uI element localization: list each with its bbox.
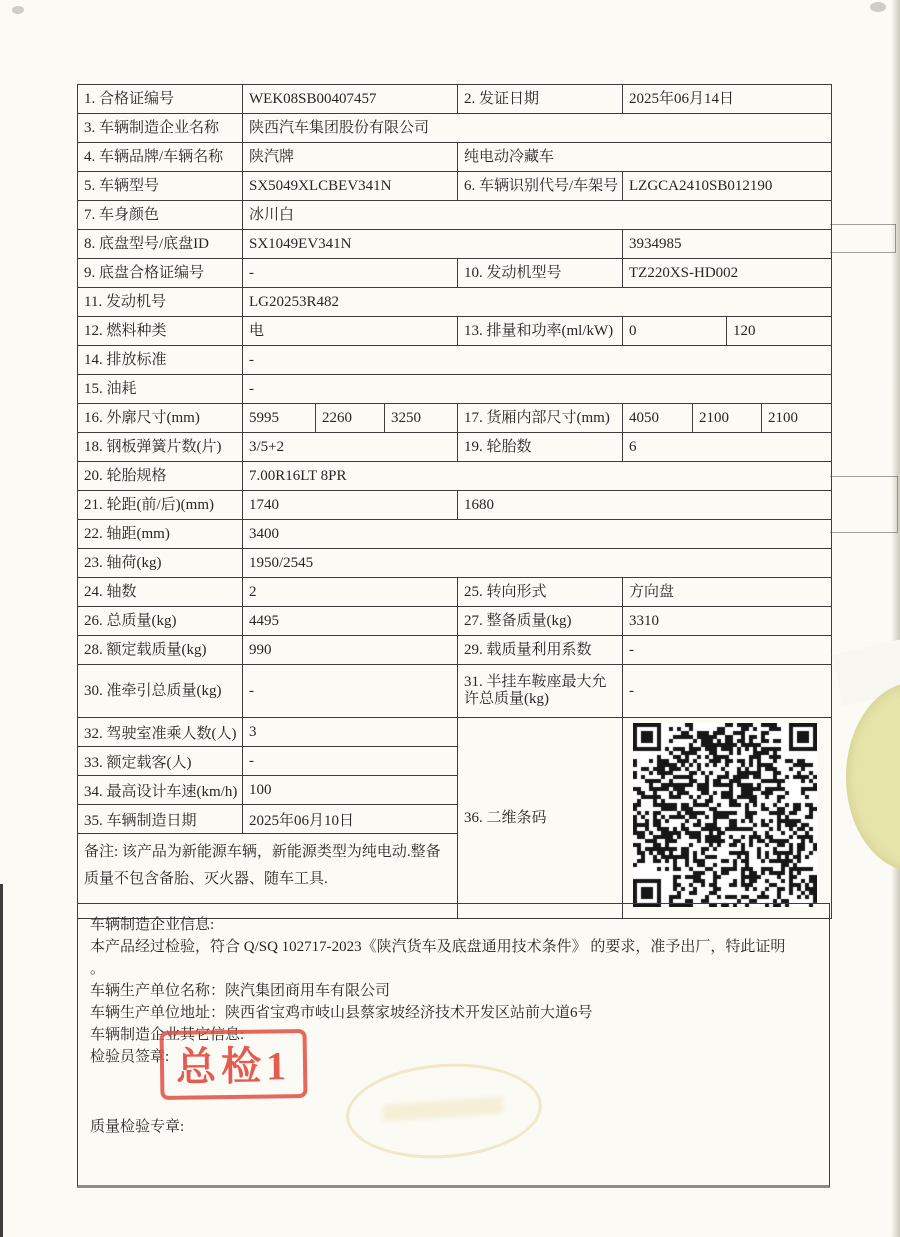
row-21 — [78, 491, 831, 520]
field-16-label: 16. 外廓尺寸(mm) — [78, 404, 243, 432]
row-9-10 — [78, 259, 831, 288]
scan-artifact-line — [830, 252, 896, 253]
row-5-6 — [78, 172, 831, 201]
field-33-label: 33. 额定载客(人) — [78, 747, 243, 775]
field-34-label: 34. 最高设计车速(km/h) — [78, 776, 243, 804]
field-11-label: 11. 发动机号 — [78, 288, 243, 316]
row-23 — [78, 549, 831, 578]
field-21-front: 1740 — [243, 491, 458, 519]
field-21-rear: 1680 — [464, 496, 494, 513]
field-15-value: - — [249, 380, 254, 397]
field-20-label: 20. 轮胎规格 — [78, 462, 243, 490]
field-27-label: 27. 整备质量(kg) — [458, 607, 623, 635]
field-36-label: 36. 二维条码 — [458, 718, 623, 918]
row-33 — [78, 747, 457, 776]
field-1-label: 1. 合格证编号 — [78, 85, 243, 113]
qr-code-cell — [623, 718, 831, 918]
field-26-label: 26. 总质量(kg) — [78, 607, 243, 635]
field-5-value: SX5049XLCBEV341N — [243, 172, 458, 200]
left-fields-column — [78, 718, 458, 918]
field-12-label: 12. 燃料种类 — [78, 317, 243, 345]
field-3-value: 陕西汽车集团股份有限公司 — [249, 119, 430, 136]
row-32-36 — [78, 718, 831, 918]
faint-seal-watermark — [343, 1057, 545, 1164]
row-16-17 — [78, 404, 831, 433]
field-7-value: 冰川白 — [249, 206, 295, 223]
field-3-label: 3. 车辆制造企业名称 — [78, 114, 243, 142]
field-31-label: 31. 半挂车鞍座最大允许总质量(kg) — [458, 665, 623, 717]
field-13-displacement: 0 — [623, 317, 727, 345]
field-33-value: - — [249, 752, 254, 769]
field-13-power: 120 — [733, 322, 756, 339]
field-4-name: 纯电动冷藏车 — [464, 148, 555, 165]
field-21-label: 21. 轮距(前/后)(mm) — [78, 491, 243, 519]
field-12-value: 电 — [243, 317, 458, 345]
producer-address-line: 车辆生产单位地址：陕西省宝鸡市岐山县蔡家坡经济技术开发区站前大道6号 — [90, 1005, 593, 1021]
field-17-height: 2100 — [768, 409, 798, 426]
field-30-label: 30. 准牵引总质量(kg) — [78, 665, 243, 717]
field-8-label: 8. 底盘型号/底盘ID — [78, 230, 243, 258]
field-17-length: 4050 — [623, 404, 693, 432]
field-23-value: 1950/2545 — [249, 554, 314, 571]
manufacturer-info-section — [77, 903, 830, 1188]
row-28-29 — [78, 636, 831, 665]
field-17-label: 17. 货厢内部尺寸(mm) — [458, 404, 623, 432]
row-26-27 — [78, 607, 831, 636]
scan-edge-left-mark — [0, 884, 3, 1237]
row-24-25 — [78, 578, 831, 607]
inspection-statement: 本产品经过检验，符合 Q/SQ 102717-2023《陕汽货车及底盘通用技术条件》 的要求，准予出厂，特此证明 — [90, 939, 786, 955]
row-7 — [78, 201, 831, 230]
scan-artifact-line — [895, 224, 896, 252]
row-15 — [78, 375, 831, 404]
field-27-value: 3310 — [629, 612, 659, 629]
field-35-label: 35. 车辆制造日期 — [78, 805, 243, 833]
scan-edge-right — [891, 0, 900, 1237]
field-28-value: 990 — [243, 636, 458, 664]
certificate-table — [77, 84, 832, 919]
row-4 — [78, 143, 831, 172]
field-11-value: LG20253R482 — [249, 293, 339, 310]
manufacturer-info-heading: 车辆制造企业信息: — [90, 917, 215, 933]
field-19-value: 6 — [629, 438, 637, 455]
field-2-label: 2. 发证日期 — [458, 85, 623, 113]
other-info-line: 车辆制造企业其它信息: — [90, 1027, 245, 1043]
scan-smudge-top-right — [870, 2, 886, 12]
field-22-label: 22. 轴距(mm) — [78, 520, 243, 548]
statement-period: 。 — [90, 961, 106, 977]
row-22 — [78, 520, 831, 549]
field-24-value: 2 — [243, 578, 458, 606]
field-18-value: 3/5+2 — [243, 433, 458, 461]
quality-seal-label: 质量检验专章: — [90, 1119, 185, 1135]
field-8-chassis-id: 3934985 — [629, 235, 682, 252]
field-29-value: - — [629, 641, 634, 658]
field-7-label: 7. 车身颜色 — [78, 201, 243, 229]
field-6-label: 6. 车辆识别代号/车架号 — [458, 172, 623, 200]
field-9-value: - — [243, 259, 458, 287]
field-4-brand: 陕汽牌 — [243, 143, 458, 171]
field-28-label: 28. 额定载质量(kg) — [78, 636, 243, 664]
field-31-value: - — [629, 682, 634, 699]
field-1-value: WEK08SB00407457 — [243, 85, 458, 113]
field-6-value: LZGCA2410SB012190 — [629, 177, 773, 194]
scan-artifact-line — [830, 532, 898, 533]
field-25-value: 方向盘 — [629, 583, 675, 600]
inspector-signature-label: 检验员签章: — [90, 1049, 170, 1065]
field-16-width: 2260 — [316, 404, 385, 432]
field-17-width: 2100 — [693, 404, 762, 432]
row-14 — [78, 346, 831, 375]
field-14-label: 14. 排放标准 — [78, 346, 243, 374]
field-4-label: 4. 车辆品牌/车辆名称 — [78, 143, 243, 171]
field-18-label: 18. 钢板弹簧片数(片) — [78, 433, 243, 461]
field-30-value: - — [243, 665, 458, 717]
scan-artifact-line — [830, 476, 898, 477]
row-11 — [78, 288, 831, 317]
row-1-2 — [78, 85, 831, 114]
faint-seal-text — [382, 1097, 503, 1121]
field-26-value: 4495 — [243, 607, 458, 635]
row-32 — [78, 718, 457, 747]
row-12-13 — [78, 317, 831, 346]
row-30-31 — [78, 665, 831, 718]
field-9-label: 9. 底盘合格证编号 — [78, 259, 243, 287]
row-3 — [78, 114, 831, 143]
field-16-length: 5995 — [243, 404, 316, 432]
yellow-sticker — [846, 682, 900, 872]
field-32-label: 32. 驾驶室准乘人数(人) — [78, 718, 243, 746]
field-32-value: 3 — [249, 723, 257, 740]
row-34 — [78, 776, 457, 805]
field-35-value: 2025年06月10日 — [249, 812, 355, 829]
row-20 — [78, 462, 831, 491]
field-5-label: 5. 车辆型号 — [78, 172, 243, 200]
field-15-label: 15. 油耗 — [78, 375, 243, 403]
row-35 — [78, 805, 457, 834]
scan-artifact-line — [830, 224, 896, 225]
field-10-value: TZ220XS-HD002 — [629, 264, 739, 281]
field-8-chassis-model: SX1049EV341N — [243, 230, 623, 258]
field-25-label: 25. 转向形式 — [458, 578, 623, 606]
field-24-label: 24. 轴数 — [78, 578, 243, 606]
row-18-19 — [78, 433, 831, 462]
inspector-stamp: 总检1 — [160, 1029, 308, 1100]
field-14-value: - — [249, 351, 254, 368]
field-20-value: 7.00R16LT 8PR — [249, 467, 347, 484]
field-2-value: 2025年06月14日 — [629, 90, 735, 107]
field-34-value: 100 — [249, 781, 272, 798]
field-23-label: 23. 轴荷(kg) — [78, 549, 243, 577]
field-19-label: 19. 轮胎数 — [458, 433, 623, 461]
scan-smudge-top-left — [12, 6, 24, 14]
row-8 — [78, 230, 831, 259]
remarks-note: 备注: 该产品为新能源车辆，新能源类型为纯电动.整备质量不包含备胎、灭火器、随车工具. — [84, 844, 441, 887]
qr-code — [633, 723, 817, 907]
field-10-label: 10. 发动机型号 — [458, 259, 623, 287]
scan-artifact-line — [897, 476, 898, 532]
field-13-label: 13. 排量和功率(ml/kW) — [458, 317, 623, 345]
producer-name-line: 车辆生产单位名称：陕汽集团商用车有限公司 — [90, 983, 391, 999]
field-29-label: 29. 载质量利用系数 — [458, 636, 623, 664]
field-22-value: 3400 — [249, 525, 279, 542]
field-16-height: 3250 — [385, 404, 458, 432]
